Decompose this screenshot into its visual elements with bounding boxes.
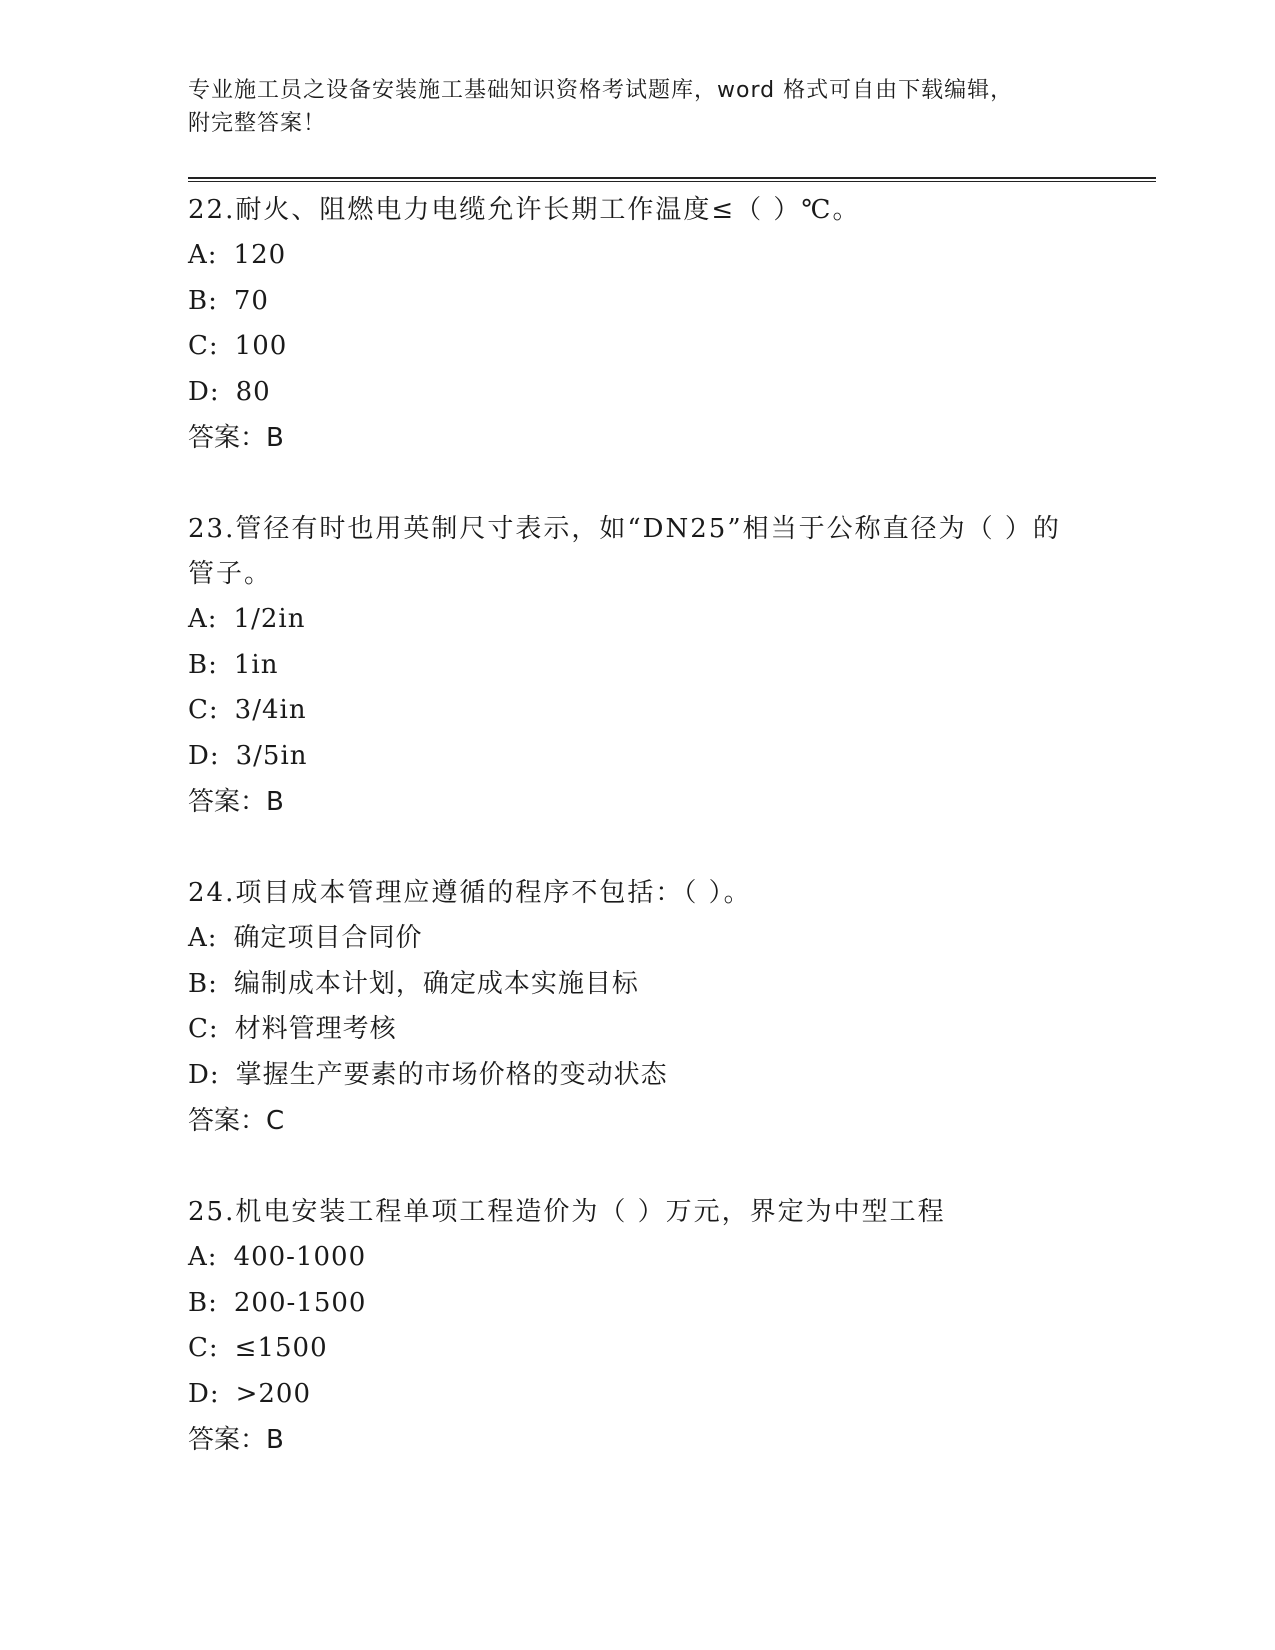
header-line-1: 专业施工员之设备安装施工基础知识资格考试题库，word 格式可自由下载编辑， [188,78,1014,103]
option-letter: D: [188,1059,220,1090]
option-text: 1in [233,649,279,680]
option-text: 100 [234,331,288,361]
option-text: 编制成本计划，确定成本实施目标 [233,968,639,999]
question-stem: 23.管径有时也用英制尺寸表示，如“DN25”相当于公称直径为（ ）的管子。 [188,514,1061,589]
option-text: 材料管理考核 [234,1014,397,1044]
option-letter: A: [188,1242,218,1272]
answer-line: 答案：B [188,423,284,453]
option-letter: B: [188,968,218,999]
option-letter: D: [188,1378,220,1409]
option-text: 3/5in [235,740,308,771]
option-d [188,734,1088,780]
option-text: 400-1000 [233,1242,367,1272]
option-letter: B: [188,285,218,316]
option-letter: A: [188,923,218,953]
option-letter: D: [188,376,220,407]
question-25 [188,1190,1088,1463]
header-divider [188,177,1156,182]
option-d [188,1372,1088,1418]
option-text: 1/2in [233,604,306,634]
option-d [188,1053,1088,1099]
option-letter: C: [188,1014,219,1044]
option-a [188,916,1088,962]
option-text: 80 [235,376,271,407]
answer-line: 答案：C [188,1106,285,1136]
answer-line: 答案：B [188,1425,284,1455]
option-text: >200 [235,1378,312,1409]
option-text: 120 [233,240,287,270]
option-letter: D: [188,740,220,771]
document-header [188,74,1088,140]
question-list [188,188,1088,1509]
option-letter: C: [188,695,219,725]
option-c [188,1326,1088,1372]
option-a [188,1235,1088,1281]
option-letter: A: [188,240,218,270]
option-text: 70 [233,285,269,316]
question-stem: 24.项目成本管理应遵循的程序不包括：（ ）。 [188,878,752,908]
option-b [188,962,1088,1008]
option-c [188,324,1088,370]
option-c [188,1007,1088,1053]
option-b [188,1281,1088,1327]
option-text: 掌握生产要素的市场价格的变动状态 [235,1059,668,1090]
option-letter: B: [188,1287,218,1318]
option-a [188,597,1088,643]
option-letter: C: [188,331,219,361]
option-text: 确定项目合同价 [233,923,423,953]
answer-line: 答案：B [188,787,284,817]
option-a [188,233,1088,279]
header-line-2: 附完整答案！ [188,111,327,136]
question-stem: 25.机电安装工程单项工程造价为（ ）万元，界定为中型工程 [188,1197,946,1227]
option-c [188,688,1088,734]
option-d [188,370,1088,416]
option-letter: C: [188,1333,219,1363]
option-letter: B: [188,649,218,680]
question-stem: 22.耐火、阻燃电力电缆允许长期工作温度≤（ ）℃。 [188,195,861,225]
option-text: 200-1500 [233,1287,367,1318]
option-b [188,279,1088,325]
question-22 [188,188,1088,461]
question-24 [188,871,1088,1144]
option-text: 3/4in [234,695,307,725]
option-letter: A: [188,604,218,634]
option-text: ≤1500 [234,1333,328,1363]
option-b [188,643,1088,689]
question-23 [188,507,1088,825]
